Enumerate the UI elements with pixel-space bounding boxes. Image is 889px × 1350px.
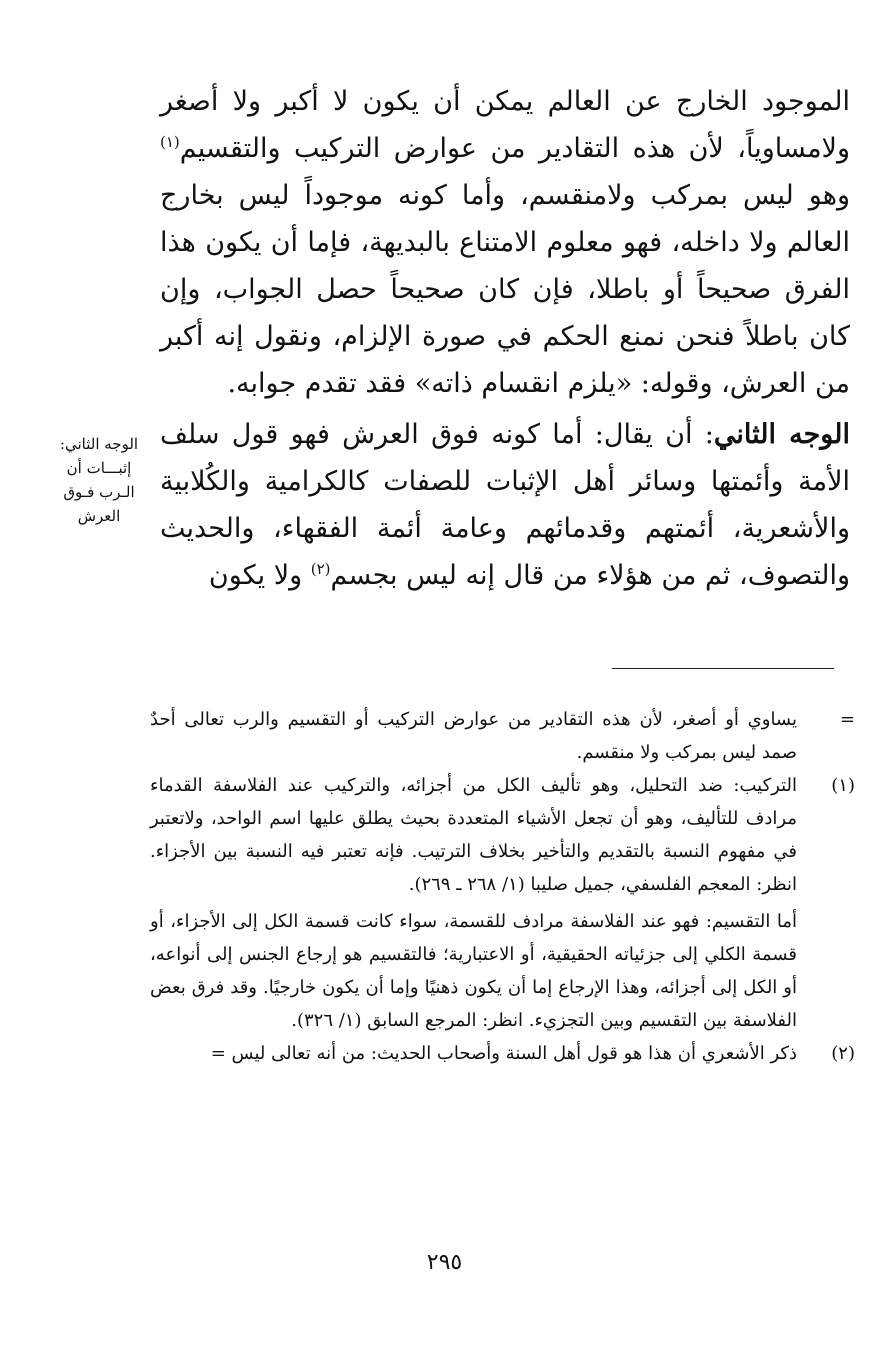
paragraph-2 xyxy=(160,411,850,599)
footnote-continuation-text: يساوي أو أصغر، لأن هذه التقادير من عوارض التركيب أو التقسيم والرب تعالى أحدٌ صمد ليس بمركب ولا منقسم. xyxy=(150,709,797,763)
footnote-2 xyxy=(150,1037,855,1070)
main-text xyxy=(160,78,850,599)
paragraph-1-text: الموجود الخارج عن العالم يمكن أن يكون لا أكبر ولا أصغر ولامساوياً، لأن هذه التقادير من عوارض التركيب والتقسيم xyxy=(160,86,850,164)
margin-note-line-4: العرش xyxy=(77,507,121,525)
paragraph-2-rest: ولا يكون xyxy=(208,560,311,591)
footnote-2-text: ذكر الأشعري أن هذا هو قول أهل السنة وأصحاب الحديث: من أنه تعالى ليس = xyxy=(210,1043,797,1064)
footnote-1 xyxy=(150,769,855,1037)
footnote-divider xyxy=(612,668,834,669)
paragraph-1-rest: وهو ليس بمركب ولامنقسم، وأما كونه موجوداً ليس بخارج العالم ولا داخله، فهو معلوم الامتناع بالبديهة، فإما أن يكون هذا الفرق صحيحاً أو باطلا، فإن كان صحيحاً حصل الجواب، وإن كان باطلاً فنحن نمنع الحكم في صورة الإلزام، ونقول إنه أكبر من العرش، وقوله: «يلزم انقسام ذاته» فقد تقدم جوابه. xyxy=(160,180,850,399)
page-number: ٢٩٥ xyxy=(426,1250,463,1275)
margin-note-line-2: إثبـــات أن xyxy=(66,459,132,477)
footnote-ref-2[interactable]: (٢) xyxy=(310,560,331,578)
footnote-1-text-2: أما التقسيم: فهو عند الفلاسفة مرادف للقسمة، سواء كانت قسمة الكل إلى الأجزاء، أو قسمة الكلي إلى جزئياته الحقيقية، أو الاعتبارية؛ فالتقسيم هو إرجاع الجنس إلى أنواعه، أو الكل إلى أجزائه، وهذا الإرجاع إما أن يكون ذهنيًا وإما أن يكون خارجيًا. وقد فرق بعض الفلاسفة بين التقسيم وبين التجزيء. انظر: المرجع السابق (١/ ٣٢٦). xyxy=(150,911,797,1031)
footnote-1-marker: (١) xyxy=(831,775,855,796)
margin-note xyxy=(50,432,148,528)
footnote-continuation xyxy=(150,703,855,769)
footnotes xyxy=(150,703,855,1070)
footnote-continuation-marker: = xyxy=(839,709,855,730)
paragraph-1 xyxy=(160,78,850,407)
paragraph-2-lead: الوجه الثاني xyxy=(713,419,850,450)
paragraph-2-text: : أن يقال: أما كونه فوق العرش فهو قول سلف الأمة وأئمتها وسائر أهل الإثبات للصفات كالكرامية والكُلابية والأشعرية، أئمتهم وقدمائهم وعامة أئمة الفقهاء، والحديث والتصوف، ثم من هؤلاء من قال إنه ليس بجسم xyxy=(160,419,850,591)
footnote-ref-1[interactable]: (١) xyxy=(160,133,180,151)
footnote-1-text: التركيب: ضد التحليل، وهو تأليف الكل من أجزائه، والتركيب عند الفلاسفة القدماء مرادف للتأليف، وهو أن تجعل الأشياء المتعددة بحيث يطلق عليها اسم الواحد، ولاتعتبر في مفهوم النسبة بالتقديم والتأخير بخلاف الترتيب. فإنه تعتبر فيه النسبة بين الأجزاء. انظر: المعجم الفلسفي، جميل صليبا (١/ ٢٦٨ ـ ٢٦٩). xyxy=(150,775,797,895)
margin-note-line-3: الـرب فـوق xyxy=(63,483,135,501)
footnote-2-marker: (٢) xyxy=(831,1043,855,1064)
margin-note-line-1: الوجه الثاني: xyxy=(59,435,139,453)
